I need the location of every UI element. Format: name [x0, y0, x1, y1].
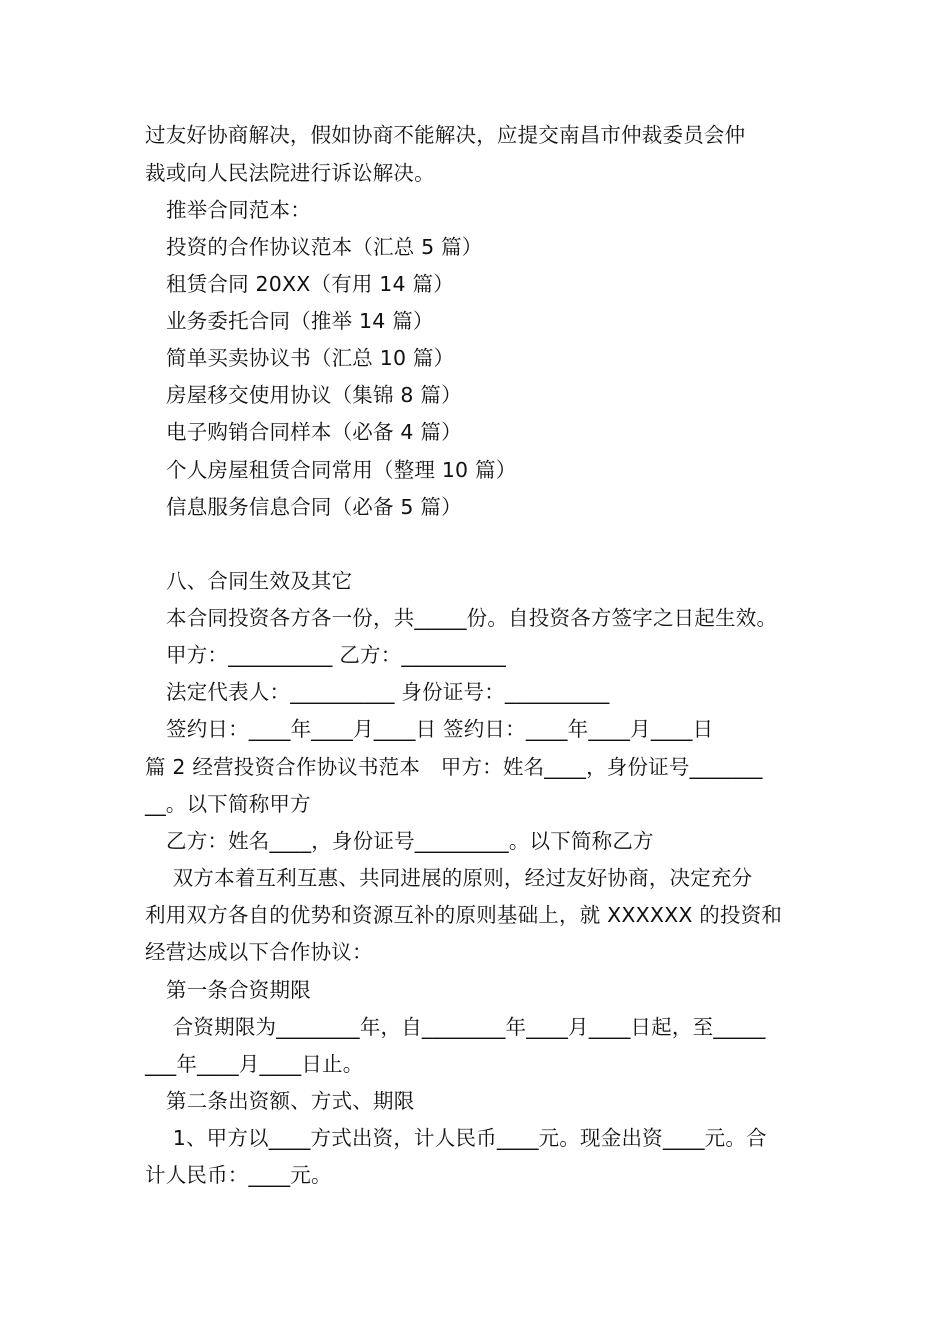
signature-line: 签约日：____年____月____日 签约日：____年____月____日: [166, 717, 714, 741]
paragraph-line: 合资期限为________年，自________年____月____日起，至_____: [166, 1015, 766, 1039]
section-heading: 八、合同生效及其它: [166, 569, 353, 593]
paragraph-line: 利用双方各自的优势和资源互补的原则基础上，就 XXXXXX 的投资和: [145, 903, 783, 927]
paragraph-line: 裁或向人民法院进行诉讼解决。: [145, 161, 435, 185]
paragraph-line: 计人民币：____元。: [145, 1163, 332, 1187]
template-link: 信息服务信息合同（必备 5 篇）: [166, 495, 462, 519]
paragraph-line: 本合同投资各方各一份，共_____份。自投资各方签字之日起生效。: [166, 606, 778, 630]
paragraph-line: 1、甲方以____方式出资，计人民币____元。现金出资____元。合: [166, 1126, 767, 1150]
paragraph-line: 经营达成以下合作协议：: [145, 940, 373, 964]
paragraph-line: 过友好协商解决，假如协商不能解决，应提交南昌市仲裁委员会仲: [145, 123, 746, 147]
template-link: 投资的合作协议范本（汇总 5 篇）: [166, 235, 483, 259]
template-link: 简单买卖协议书（汇总 10 篇）: [166, 346, 455, 370]
template-link: 个人房屋租赁合同常用（整理 10 篇）: [166, 458, 517, 482]
template-link: 房屋移交使用协议（集锦 8 篇）: [166, 383, 462, 407]
paragraph-line: __。以下简称甲方: [145, 792, 311, 816]
signature-line: 法定代表人：__________ 身份证号：__________: [166, 680, 610, 704]
paragraph-line: 篇 2 经营投资合作协议书范本 甲方：姓名____，身份证号_______: [145, 755, 763, 779]
paragraph-line: 乙方：姓名____，身份证号_________。以下简称乙方: [166, 829, 654, 853]
template-link: 租赁合同 20XX（有用 14 篇）: [166, 272, 454, 296]
template-link: 电子购销合同样本（必备 4 篇）: [166, 420, 462, 444]
template-link: 业务委托合同（推举 14 篇）: [166, 309, 434, 333]
article-heading: 第二条出资额、方式、期限: [166, 1089, 415, 1113]
section-heading: 推举合同范本：: [166, 198, 311, 222]
paragraph-line: ___年____月____日止。: [145, 1052, 364, 1076]
signature-line: 甲方：__________ 乙方：__________: [166, 643, 506, 667]
article-heading: 第一条合资期限: [166, 978, 311, 1002]
paragraph-line: 双方本着互利互惠、共同进展的原则，经过友好协商，决定充分: [166, 866, 753, 890]
